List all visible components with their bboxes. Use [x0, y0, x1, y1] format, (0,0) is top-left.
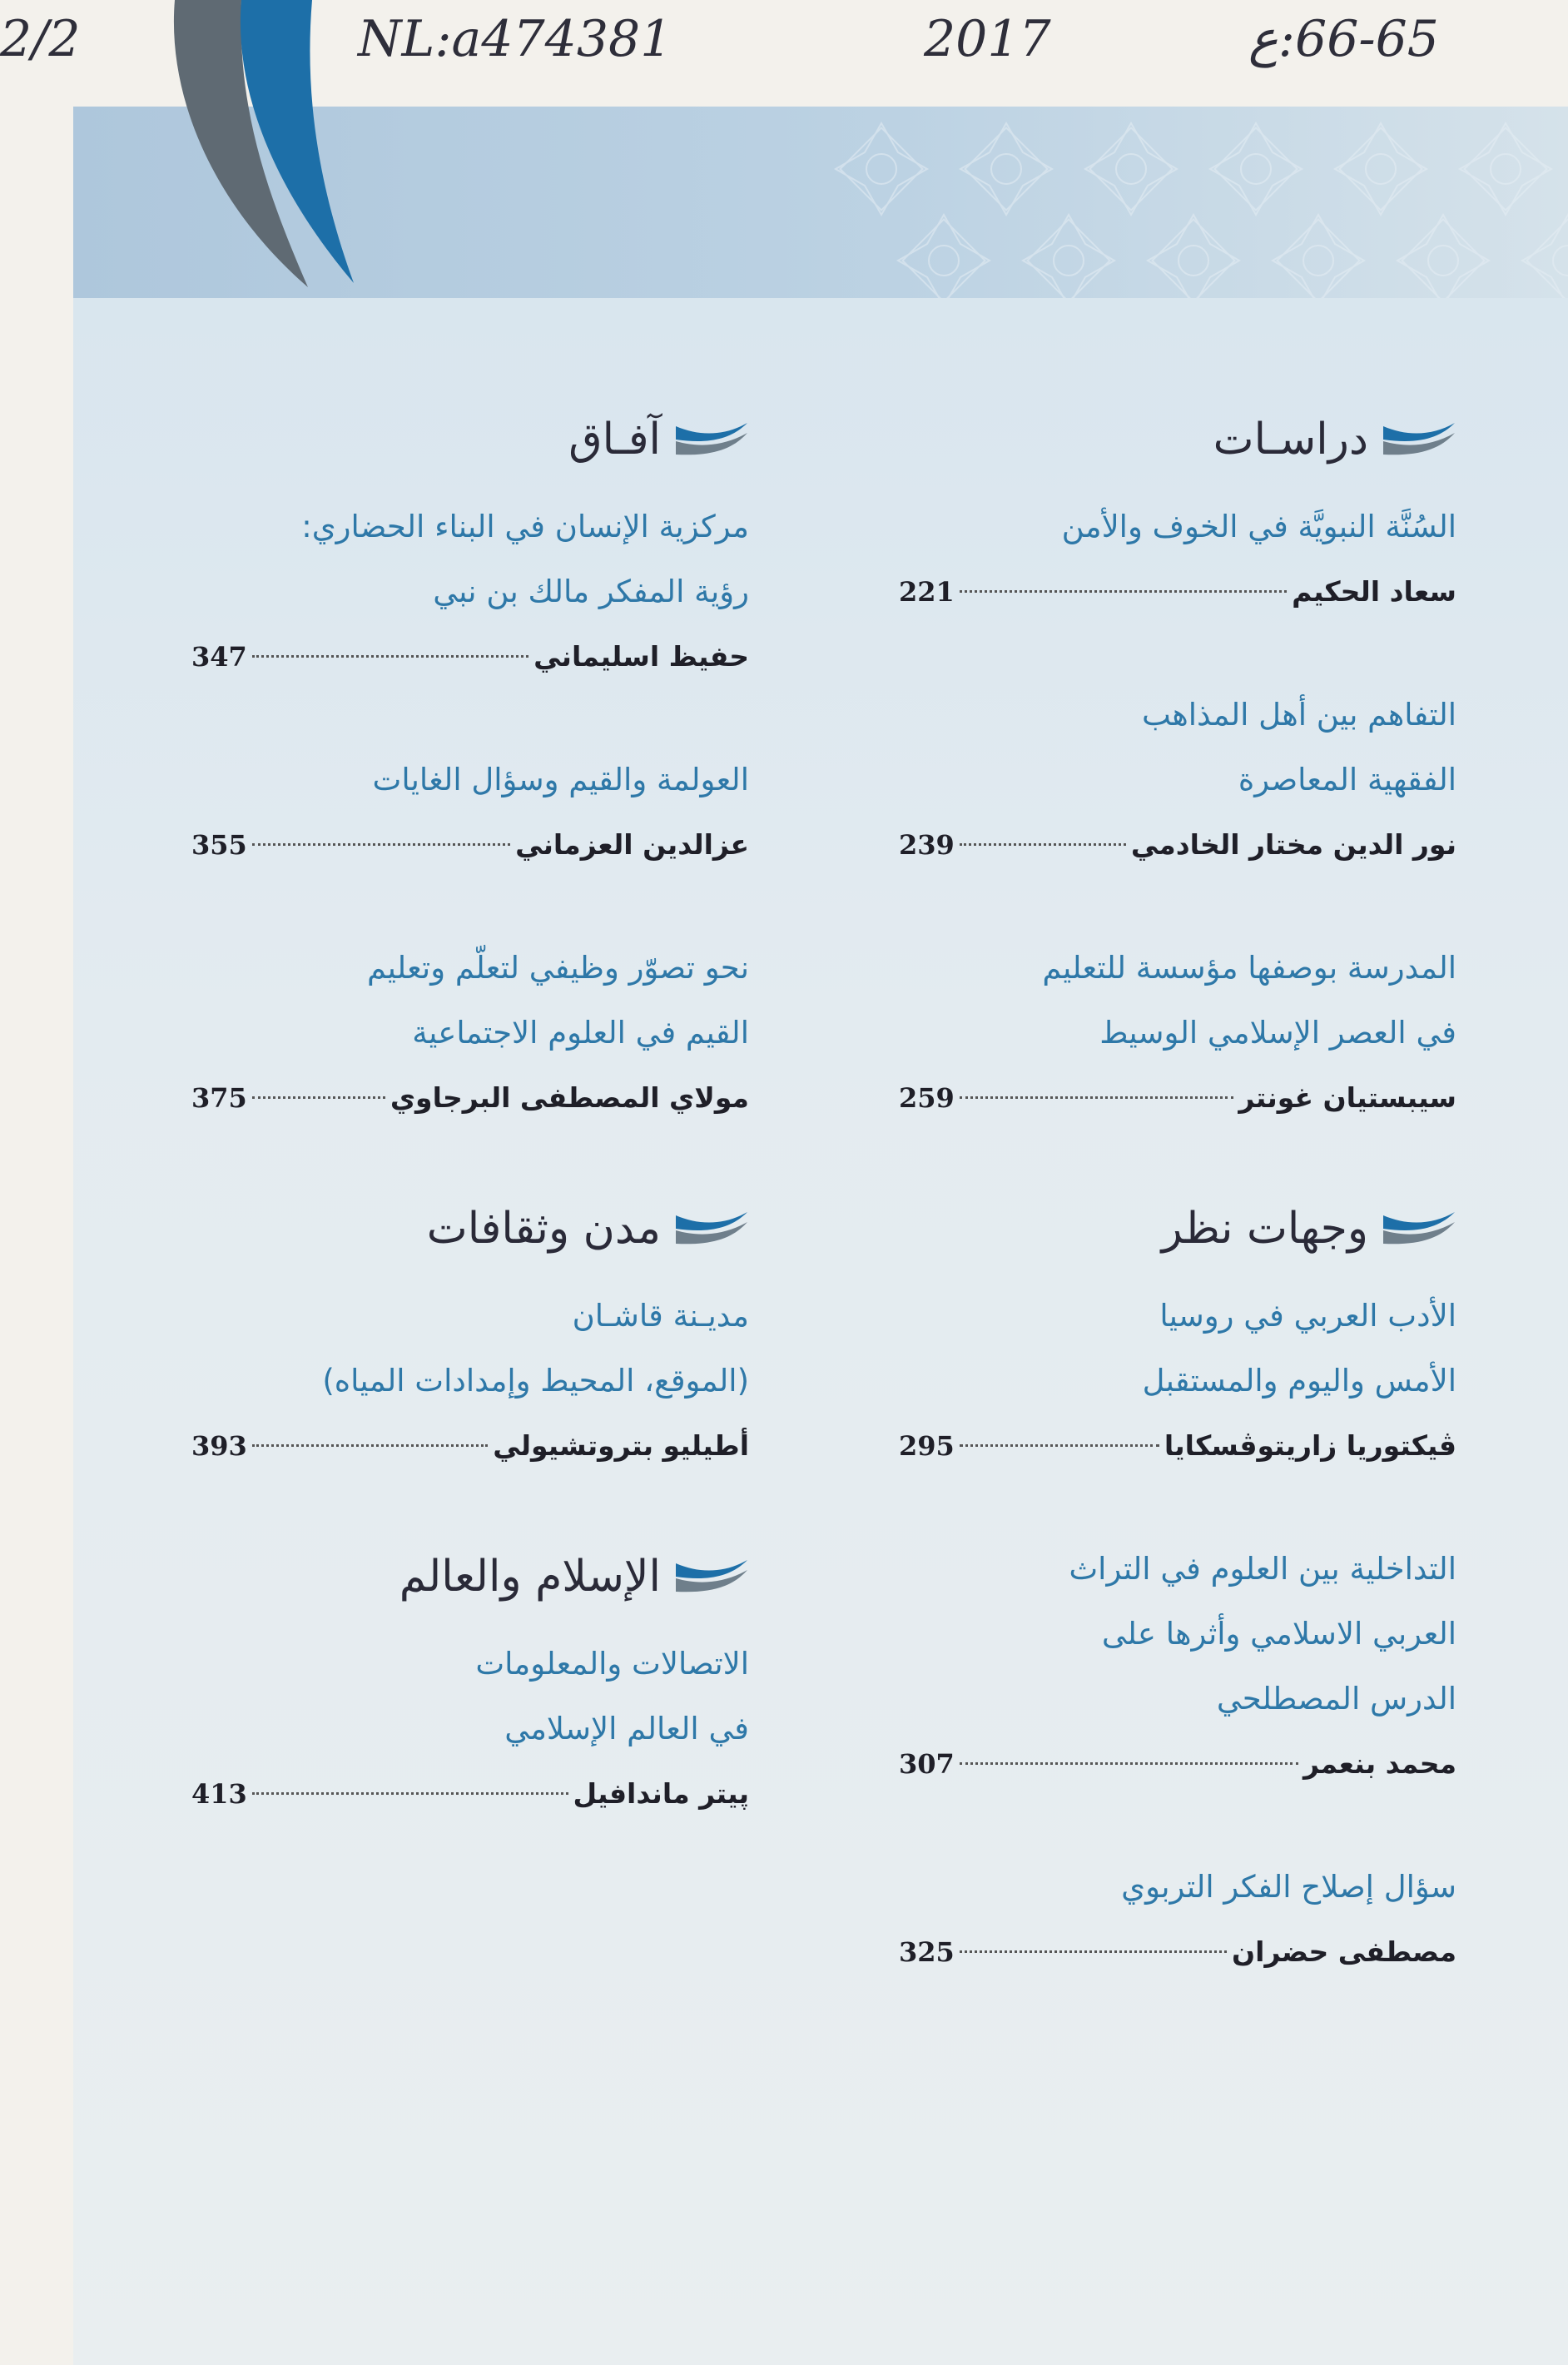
- entry-title-line: التداخلية بين العلوم في التراث: [1069, 1551, 1456, 1587]
- section-heading: [874, 1189, 1456, 1269]
- entry-author: سعاد الحكيم: [1292, 575, 1456, 608]
- geometric-pattern-decoration: [819, 107, 1568, 298]
- entry-author-line: [191, 624, 749, 689]
- annotation-year: 2017: [924, 10, 1051, 68]
- section-heading: [166, 1537, 749, 1617]
- entry-page-number: 239: [899, 829, 955, 861]
- toc-section: [874, 1189, 1456, 1985]
- entry-title-line: المدرسة بوصفها مؤسسة للتعليم: [1042, 950, 1456, 986]
- dotted-leader: [960, 590, 1287, 593]
- entry-title-line: مديـنة قاشـان: [572, 1298, 749, 1334]
- entry-title-line: في العصر الإسلامي الوسيط: [1099, 1015, 1456, 1051]
- entry-title-line: العربي الاسلامي وأثرها على: [1101, 1616, 1456, 1652]
- section-heading-text: آفـاق: [568, 415, 661, 465]
- swoosh-chevron-icon: [1382, 421, 1456, 458]
- section-heading: [874, 400, 1456, 479]
- swoosh-chevron-icon: [1382, 1210, 1456, 1247]
- dotted-leader: [960, 1950, 1227, 1953]
- entry-page-number: 393: [191, 1430, 247, 1462]
- entry-page-number: 325: [899, 1936, 955, 1968]
- dotted-leader: [252, 1792, 568, 1795]
- entry-author-line: [191, 1414, 749, 1478]
- entry-title-line: السُنَّة النبويَّة في الخوف والأمن: [1061, 509, 1456, 544]
- toc-entry[interactable]: [874, 936, 1456, 1130]
- entry-title-line: العولمة والقيم وسؤال الغايات: [372, 762, 749, 797]
- entry-page-number: 259: [899, 1082, 955, 1114]
- entry-author-line: [191, 1066, 749, 1130]
- entry-author: ڤيكتوريا زاريتوڤسكايا: [1164, 1429, 1456, 1462]
- entry-title-line: مركزية الإنسان في البناء الحضاري:: [301, 509, 749, 544]
- dotted-leader: [960, 1444, 1159, 1447]
- entry-title-line: التفاهم بين أهل المذاهب: [1141, 697, 1456, 733]
- toc-section: [166, 1537, 749, 1826]
- entry-author-line: [191, 812, 749, 877]
- toc-entry[interactable]: [874, 683, 1456, 877]
- entry-author: سيبستيان غونتر: [1238, 1081, 1456, 1114]
- entry-title-line: (الموقع، المحيط وإمدادات المياه): [322, 1363, 749, 1399]
- toc-entry[interactable]: [874, 1284, 1456, 1478]
- entry-page-number: 347: [191, 641, 247, 673]
- section-heading-text: مدن وثقافات: [426, 1204, 661, 1254]
- toc-column-left: [166, 400, 749, 1885]
- entry-title-line: في العالم الإسلامي: [504, 1711, 749, 1746]
- entry-title-line: الأدب العربي في روسيا: [1159, 1298, 1456, 1334]
- entry-page-number: 355: [191, 829, 247, 861]
- entry-author: حفيظ اسليماني: [533, 640, 749, 673]
- entry-page-number: 413: [191, 1778, 247, 1810]
- entry-page-number: 295: [899, 1430, 955, 1462]
- toc-section: [166, 1189, 749, 1478]
- entry-title-line: الفقهية المعاصرة: [1238, 762, 1456, 797]
- dotted-leader: [252, 1444, 488, 1447]
- entry-author: نور الدين مختار الخادمي: [1130, 828, 1456, 861]
- entry-author: پيتر ماندافيل: [573, 1777, 749, 1810]
- entry-title-line: سؤال إصلاح الفكر التربوي: [1121, 1869, 1456, 1905]
- toc-entry[interactable]: [166, 748, 749, 877]
- toc-section: [874, 400, 1456, 1130]
- entry-title-line: رؤية المفكر مالك بن نبي: [433, 574, 749, 609]
- toc-section: [166, 400, 749, 1130]
- entry-author: محمد بنعمر: [1303, 1747, 1456, 1780]
- entry-author-line: [899, 1414, 1456, 1478]
- entry-author-line: [899, 559, 1456, 624]
- section-heading-text: وجهات نظر: [1161, 1204, 1368, 1254]
- entry-author-line: [191, 1761, 749, 1826]
- entry-author-line: [899, 1732, 1456, 1796]
- toc-column-right: [874, 400, 1456, 2043]
- entry-title-line: الأمس واليوم والمستقبل: [1142, 1363, 1456, 1399]
- dotted-leader: [252, 1096, 385, 1099]
- entry-title-line: نحو تصوّر وظيفي لتعلّم وتعليم: [367, 950, 749, 986]
- entry-page-number: 307: [899, 1748, 955, 1780]
- entry-title-line: الاتصالات والمعلومات: [475, 1646, 749, 1682]
- annotation-pages: 66-65:ع: [1248, 10, 1439, 68]
- entry-page-number: 221: [899, 576, 955, 608]
- entry-page-number: 375: [191, 1082, 247, 1114]
- section-heading-text: الإسلام والعالم: [399, 1552, 661, 1602]
- section-heading: [166, 400, 749, 479]
- entry-author: مصطفى حضران: [1231, 1935, 1456, 1968]
- entry-author: عزالدين العزماني: [515, 828, 749, 861]
- toc-entry[interactable]: [166, 494, 749, 689]
- entry-author-line: [899, 1920, 1456, 1985]
- section-heading: [166, 1189, 749, 1269]
- entry-title-line: الدرس المصطلحي: [1216, 1681, 1456, 1717]
- dotted-leader: [960, 1096, 1234, 1099]
- dotted-leader: [960, 1762, 1298, 1765]
- entry-author-line: [899, 812, 1456, 877]
- swoosh-chevron-icon: [674, 1558, 749, 1595]
- dotted-leader: [252, 843, 510, 846]
- toc-entry[interactable]: [874, 1855, 1456, 1985]
- entry-author: مولاي المصطفى البرجاوي: [390, 1081, 749, 1114]
- dotted-leader: [252, 655, 528, 658]
- toc-entry[interactable]: [166, 1632, 749, 1826]
- swoosh-chevron-icon: [674, 1210, 749, 1247]
- entry-author-line: [899, 1066, 1456, 1130]
- toc-entry[interactable]: [166, 936, 749, 1130]
- annotation-catalog-number: NL:a474381: [358, 10, 672, 68]
- entry-author: أطيليو بتروتشيولي: [493, 1429, 749, 1462]
- entry-title-line: القيم في العلوم الاجتماعية: [412, 1015, 749, 1051]
- annotation-sheet-number: 2/2: [0, 10, 81, 68]
- toc-entry[interactable]: [874, 494, 1456, 624]
- section-heading-text: دراسـات: [1213, 415, 1368, 465]
- swoosh-chevron-icon: [674, 421, 749, 458]
- toc-entry[interactable]: [166, 1284, 749, 1478]
- swoosh-logo-decoration: [141, 0, 358, 300]
- dotted-leader: [960, 843, 1126, 846]
- toc-entry[interactable]: [874, 1537, 1456, 1796]
